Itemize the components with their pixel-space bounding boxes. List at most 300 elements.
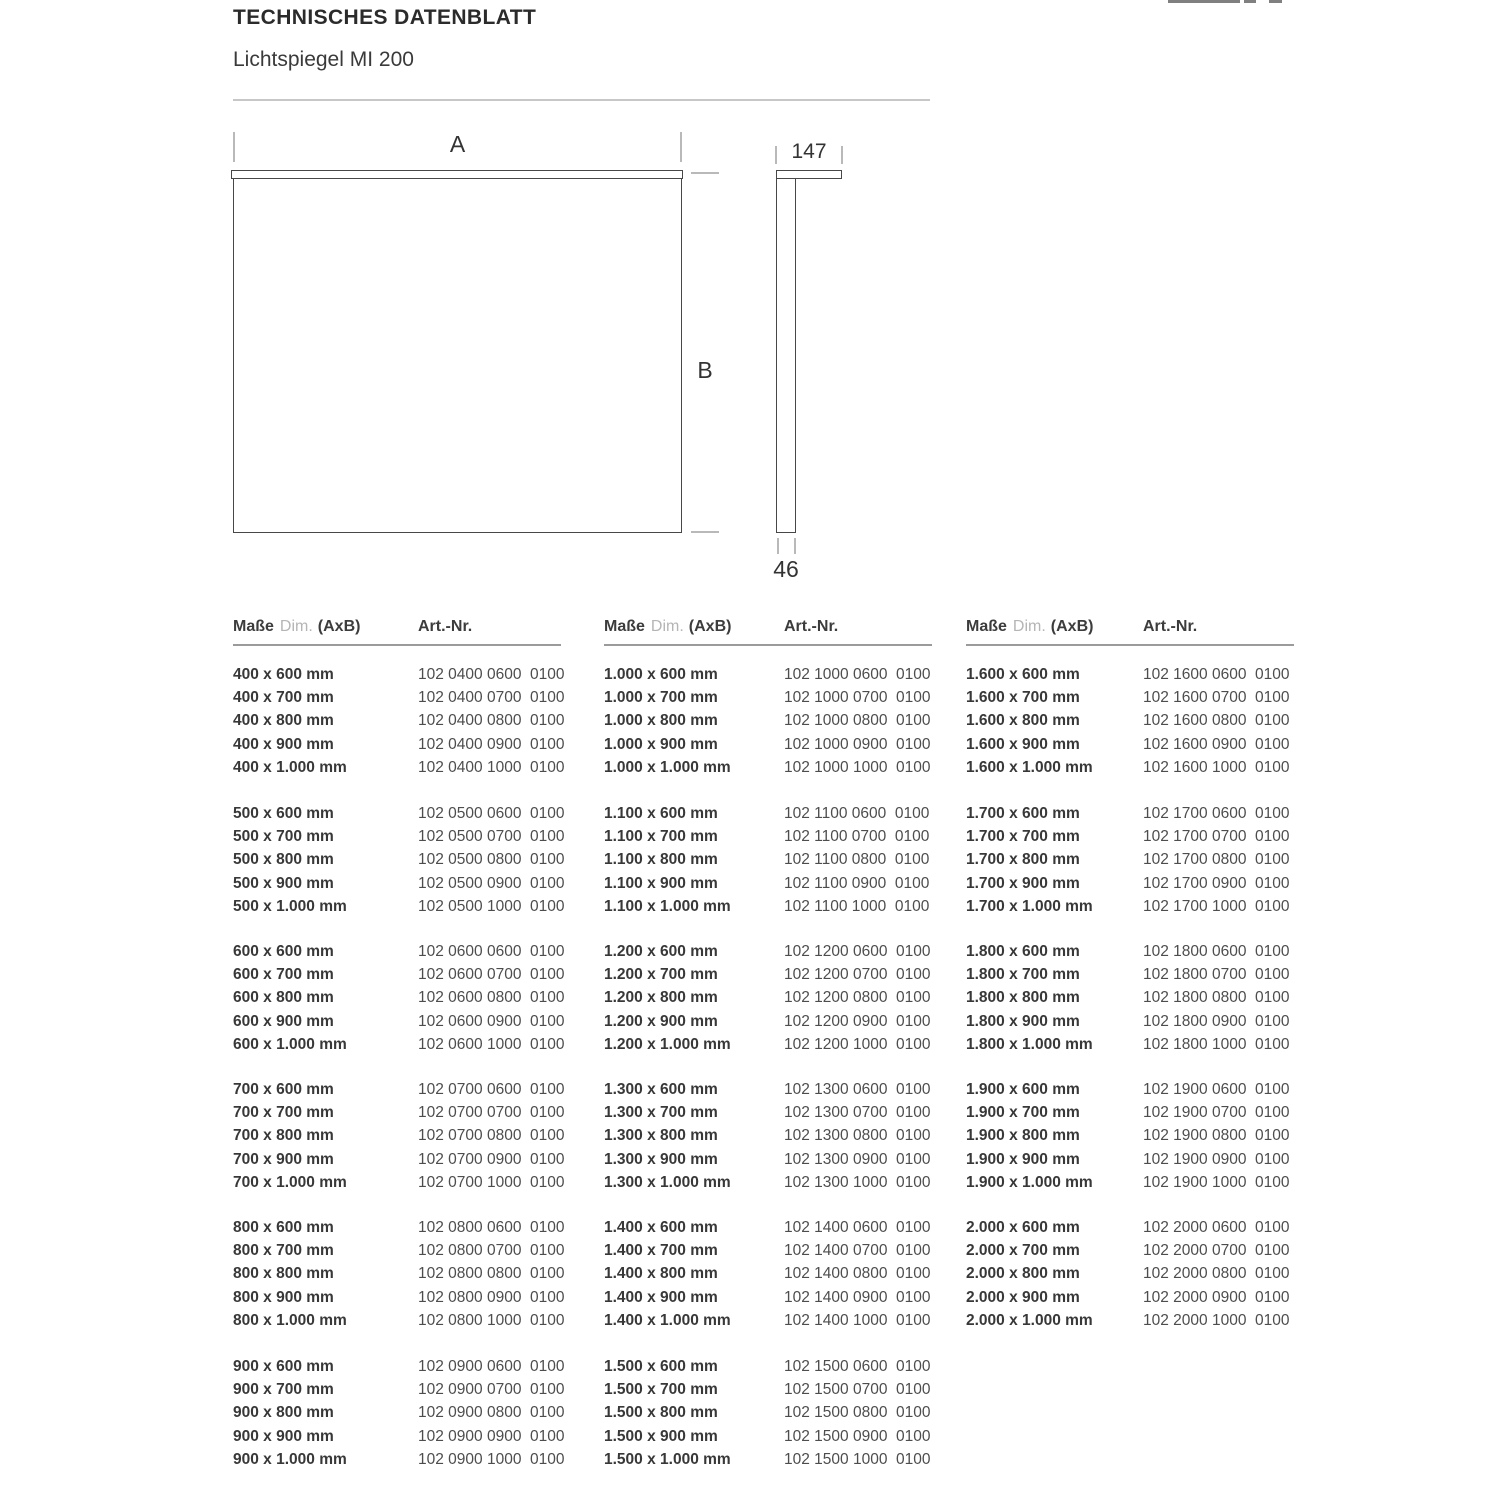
article-number: 102 1400 0700 0100 — [784, 1242, 931, 1260]
table-row — [966, 1286, 1298, 1309]
article-number: 102 0400 0700 0100 — [418, 689, 565, 707]
header-axb: (AxB) — [688, 618, 732, 635]
dim-46-tick-left — [777, 538, 779, 554]
table-row — [604, 1171, 936, 1194]
page-subtitle: Lichtspiegel MI 200 — [233, 48, 414, 71]
size-value: 600 x 700 mm — [233, 966, 334, 984]
article-number: 102 0600 0900 0100 — [418, 1012, 565, 1030]
column-header-dimensions — [604, 618, 731, 636]
size-value: 1.400 x 900 mm — [604, 1288, 718, 1306]
table-row — [966, 1033, 1298, 1056]
size-value: 800 x 1.000 mm — [233, 1311, 347, 1329]
table-row — [233, 1401, 565, 1424]
article-number: 102 1200 0900 0100 — [784, 1012, 931, 1030]
size-block-600 — [233, 940, 565, 1056]
size-value: 1.400 x 700 mm — [604, 1242, 718, 1260]
table-row — [966, 825, 1298, 848]
size-value: 900 x 900 mm — [233, 1427, 334, 1445]
table-row — [604, 1124, 936, 1147]
article-number: 102 1900 0900 0100 — [1143, 1150, 1290, 1168]
table-row — [604, 1101, 936, 1124]
size-value: 1.700 x 800 mm — [966, 851, 1080, 869]
table-row — [233, 1355, 565, 1378]
size-value: 1.100 x 1.000 mm — [604, 897, 731, 915]
article-number: 102 0400 0800 0100 — [418, 712, 565, 730]
article-number: 102 1700 0800 0100 — [1143, 851, 1290, 869]
size-block-700 — [233, 1078, 565, 1194]
table-row — [604, 1239, 936, 1262]
column-header-rule — [966, 644, 1294, 646]
article-number: 102 0900 0600 0100 — [418, 1358, 565, 1375]
size-value: 600 x 600 mm — [233, 943, 334, 960]
header-divider — [233, 99, 930, 101]
table-row — [604, 756, 936, 779]
size-block-1800 — [966, 940, 1298, 1056]
table-row — [233, 963, 565, 986]
dim-b-tick-top — [691, 172, 719, 174]
size-value: 400 x 700 mm — [233, 689, 334, 707]
table-row — [966, 895, 1298, 918]
header-axb: (AxB) — [317, 618, 361, 635]
article-number: 102 1400 1000 0100 — [784, 1311, 931, 1329]
article-number: 102 0400 0600 0100 — [418, 666, 565, 683]
article-number: 102 0700 0900 0100 — [418, 1150, 565, 1168]
article-number: 102 0900 0700 0100 — [418, 1381, 565, 1399]
article-number: 102 0700 0700 0100 — [418, 1104, 565, 1122]
column-header-dimensions — [233, 618, 360, 636]
column-header-rule — [233, 644, 561, 646]
size-value: 900 x 800 mm — [233, 1404, 334, 1422]
table-row — [233, 1148, 565, 1171]
column-header-dimensions — [966, 618, 1093, 636]
size-value: 500 x 900 mm — [233, 874, 334, 892]
mirror-top-profile — [231, 170, 683, 179]
table-row — [604, 709, 936, 732]
header-dim: Dim. — [1012, 618, 1046, 635]
header-masse: Maße — [233, 618, 274, 635]
size-value: 500 x 700 mm — [233, 828, 334, 846]
table-row — [233, 1378, 565, 1401]
table-row — [604, 986, 936, 1009]
article-number: 102 0600 0800 0100 — [418, 989, 565, 1007]
cropped-logo-mark — [1269, 0, 1282, 3]
table-row — [966, 686, 1298, 709]
table-row — [604, 1078, 936, 1101]
cropped-logo-mark — [1244, 0, 1256, 3]
article-number: 102 1300 0700 0100 — [784, 1104, 931, 1122]
article-number: 102 1500 0800 0100 — [784, 1404, 931, 1422]
table-row — [233, 825, 565, 848]
article-number: 102 0900 0800 0100 — [418, 1404, 565, 1422]
size-value: 1.300 x 900 mm — [604, 1150, 718, 1168]
article-number: 102 1200 0800 0100 — [784, 989, 931, 1007]
size-value: 1.200 x 700 mm — [604, 966, 718, 984]
table-row — [233, 1448, 565, 1471]
table-row — [966, 1101, 1298, 1124]
table-row — [966, 1171, 1298, 1194]
article-number: 102 0700 1000 0100 — [418, 1173, 565, 1191]
table-row — [966, 1078, 1298, 1101]
page-title: TECHNISCHES DATENBLATT — [233, 6, 537, 29]
size-value: 900 x 600 mm — [233, 1358, 334, 1375]
size-block-900 — [233, 1355, 565, 1471]
article-number: 102 0800 0600 0100 — [418, 1219, 565, 1236]
table-row — [966, 709, 1298, 732]
article-number: 102 2000 0700 0100 — [1143, 1242, 1290, 1260]
table-row — [233, 1309, 565, 1332]
table-row — [604, 848, 936, 871]
size-value: 800 x 900 mm — [233, 1288, 334, 1306]
table-row — [233, 848, 565, 871]
article-number: 102 1800 0900 0100 — [1143, 1012, 1290, 1030]
table-row — [604, 963, 936, 986]
table-row — [604, 1309, 936, 1332]
size-value: 1.000 x 1.000 mm — [604, 758, 731, 776]
size-value: 400 x 900 mm — [233, 735, 334, 753]
size-block-2000 — [966, 1216, 1298, 1332]
size-value: 500 x 600 mm — [233, 805, 334, 822]
size-value: 1.100 x 900 mm — [604, 874, 718, 892]
size-value: 1.500 x 1.000 mm — [604, 1450, 731, 1468]
size-value: 800 x 800 mm — [233, 1265, 334, 1283]
table-row — [966, 1239, 1298, 1262]
article-number: 102 1000 1000 0100 — [784, 758, 931, 776]
table-row — [966, 1309, 1298, 1332]
table-row — [604, 1355, 936, 1378]
article-number: 102 1700 0900 0100 — [1143, 874, 1290, 892]
size-value: 1.900 x 700 mm — [966, 1104, 1080, 1122]
table-row — [604, 1286, 936, 1309]
article-number: 102 0600 1000 0100 — [418, 1035, 565, 1053]
size-value: 1.000 x 800 mm — [604, 712, 718, 730]
size-value: 2.000 x 600 mm — [966, 1219, 1080, 1236]
size-value: 1.900 x 1.000 mm — [966, 1173, 1093, 1191]
table-row — [966, 802, 1298, 825]
table-row — [966, 872, 1298, 895]
article-number: 102 1700 1000 0100 — [1143, 897, 1290, 915]
article-number: 102 0800 0700 0100 — [418, 1242, 565, 1260]
article-number: 102 1100 0700 0100 — [784, 828, 930, 846]
article-number: 102 1400 0600 0100 — [784, 1219, 931, 1236]
table-row — [233, 986, 565, 1009]
article-number: 102 1100 0900 0100 — [784, 874, 930, 892]
column-header-rule — [604, 644, 932, 646]
article-number: 102 1300 0900 0100 — [784, 1150, 931, 1168]
size-value: 1.700 x 600 mm — [966, 805, 1080, 822]
article-number: 102 1300 0800 0100 — [784, 1127, 931, 1145]
article-number: 102 1200 0600 0100 — [784, 943, 931, 960]
table-row — [966, 1216, 1298, 1239]
table-row — [604, 1448, 936, 1471]
column-header-artnr: Art.-Nr. — [418, 618, 473, 635]
article-number: 102 1400 0900 0100 — [784, 1288, 931, 1306]
size-value: 1.700 x 700 mm — [966, 828, 1080, 846]
table-row — [604, 663, 936, 686]
size-value: 1.100 x 700 mm — [604, 828, 718, 846]
column-header-artnr: Art.-Nr. — [784, 618, 839, 635]
size-block-1400 — [604, 1216, 936, 1332]
table-row — [233, 895, 565, 918]
size-block-1100 — [604, 802, 936, 918]
column-header-artnr: Art.-Nr. — [1143, 618, 1198, 635]
size-value: 1.600 x 600 mm — [966, 666, 1080, 683]
size-block-400 — [233, 663, 565, 779]
size-value: 1.900 x 800 mm — [966, 1127, 1080, 1145]
dim-label-147: 147 — [791, 140, 827, 163]
table-row — [966, 963, 1298, 986]
size-value: 1.200 x 800 mm — [604, 989, 718, 1007]
size-value: 700 x 900 mm — [233, 1150, 334, 1168]
header-dim: Dim. — [279, 618, 313, 635]
table-row — [233, 686, 565, 709]
table-row — [604, 825, 936, 848]
size-value: 500 x 800 mm — [233, 851, 334, 869]
size-value: 400 x 600 mm — [233, 666, 334, 683]
header-axb: (AxB) — [1050, 618, 1094, 635]
table-row — [966, 733, 1298, 756]
mirror-side-view — [776, 170, 796, 533]
size-value: 700 x 1.000 mm — [233, 1173, 347, 1191]
article-number: 102 1600 0800 0100 — [1143, 712, 1290, 730]
article-number: 102 0500 0900 0100 — [418, 874, 565, 892]
size-value: 700 x 600 mm — [233, 1081, 334, 1098]
table-row — [966, 986, 1298, 1009]
size-value: 2.000 x 1.000 mm — [966, 1311, 1093, 1329]
header-masse: Maße — [604, 618, 645, 635]
size-value: 1.500 x 800 mm — [604, 1404, 718, 1422]
size-value: 1.500 x 700 mm — [604, 1381, 718, 1399]
mirror-front-view — [233, 171, 682, 533]
table-row — [966, 663, 1298, 686]
table-row — [604, 940, 936, 963]
article-number: 102 1300 1000 0100 — [784, 1173, 931, 1191]
article-number: 102 0800 1000 0100 — [418, 1311, 565, 1329]
table-row — [604, 1425, 936, 1448]
size-value: 1.700 x 900 mm — [966, 874, 1080, 892]
article-number: 102 1200 1000 0100 — [784, 1035, 931, 1053]
size-value: 1.300 x 800 mm — [604, 1127, 718, 1145]
dim-b-tick-bottom — [691, 531, 719, 533]
size-value: 1.300 x 600 mm — [604, 1081, 718, 1098]
table-row — [233, 1171, 565, 1194]
size-value: 1.900 x 600 mm — [966, 1081, 1080, 1098]
article-number: 102 2000 1000 0100 — [1143, 1311, 1290, 1329]
article-number: 102 1100 0800 0100 — [784, 851, 930, 869]
table-row — [604, 895, 936, 918]
article-number: 102 2000 0600 0100 — [1143, 1219, 1290, 1236]
size-value: 1.600 x 700 mm — [966, 689, 1080, 707]
size-value: 600 x 1.000 mm — [233, 1035, 347, 1053]
article-number: 102 1800 0700 0100 — [1143, 966, 1290, 984]
size-block-1900 — [966, 1078, 1298, 1194]
table-row — [966, 1124, 1298, 1147]
size-value: 1.100 x 600 mm — [604, 805, 718, 822]
size-value: 800 x 600 mm — [233, 1219, 334, 1236]
table-row — [233, 1239, 565, 1262]
table-row — [604, 1378, 936, 1401]
article-number: 102 1100 1000 0100 — [784, 897, 930, 915]
table-row — [604, 686, 936, 709]
size-value: 900 x 700 mm — [233, 1381, 334, 1399]
article-number: 102 1000 0700 0100 — [784, 689, 931, 707]
article-number: 102 1500 0600 0100 — [784, 1358, 931, 1375]
article-number: 102 0700 0800 0100 — [418, 1127, 565, 1145]
table-row — [604, 872, 936, 895]
size-value: 1.400 x 600 mm — [604, 1219, 718, 1236]
table-row — [233, 1010, 565, 1033]
table-row — [604, 1033, 936, 1056]
article-number: 102 1200 0700 0100 — [784, 966, 931, 984]
table-row — [233, 802, 565, 825]
table-row — [233, 872, 565, 895]
size-value: 1.500 x 900 mm — [604, 1427, 718, 1445]
table-row — [233, 1216, 565, 1239]
article-number: 102 1900 1000 0100 — [1143, 1173, 1290, 1191]
table-row — [233, 1033, 565, 1056]
table-row — [604, 1262, 936, 1285]
article-number: 102 0400 0900 0100 — [418, 735, 565, 753]
size-block-1000 — [604, 663, 936, 779]
header-masse: Maße — [966, 618, 1007, 635]
table-row — [233, 663, 565, 686]
article-number: 102 0600 0700 0100 — [418, 966, 565, 984]
size-block-1200 — [604, 940, 936, 1056]
table-row — [233, 1425, 565, 1448]
table-row — [604, 802, 936, 825]
article-number: 102 1700 0600 0100 — [1143, 805, 1290, 822]
size-value: 1.100 x 800 mm — [604, 851, 718, 869]
table-row — [233, 1286, 565, 1309]
dim-label-46: 46 — [773, 556, 799, 582]
article-number: 102 0900 1000 0100 — [418, 1450, 565, 1468]
table-row — [233, 756, 565, 779]
article-number: 102 0800 0900 0100 — [418, 1288, 565, 1306]
size-value: 1.400 x 1.000 mm — [604, 1311, 731, 1329]
size-value: 1.000 x 900 mm — [604, 735, 718, 753]
size-block-1300 — [604, 1078, 936, 1194]
table-row — [966, 756, 1298, 779]
size-block-1500 — [604, 1355, 936, 1471]
size-value: 800 x 700 mm — [233, 1242, 334, 1260]
article-number: 102 1000 0800 0100 — [784, 712, 931, 730]
article-number: 102 1800 1000 0100 — [1143, 1035, 1290, 1053]
article-number: 102 2000 0900 0100 — [1143, 1288, 1290, 1306]
size-value: 1.400 x 800 mm — [604, 1265, 718, 1283]
article-number: 102 0500 0600 0100 — [418, 805, 565, 822]
article-number: 102 0600 0600 0100 — [418, 943, 565, 960]
article-number: 102 1100 0600 0100 — [784, 805, 930, 822]
article-number: 102 0500 0700 0100 — [418, 828, 565, 846]
article-number: 102 0400 1000 0100 — [418, 758, 565, 776]
size-value: 1.800 x 800 mm — [966, 989, 1080, 1007]
header-dim: Dim. — [650, 618, 684, 635]
size-value: 1.600 x 1.000 mm — [966, 758, 1093, 776]
article-number: 102 1900 0600 0100 — [1143, 1081, 1290, 1098]
size-block-500 — [233, 802, 565, 918]
size-value: 600 x 900 mm — [233, 1012, 334, 1030]
size-value: 2.000 x 800 mm — [966, 1265, 1080, 1283]
size-value: 1.800 x 900 mm — [966, 1012, 1080, 1030]
table-row — [233, 709, 565, 732]
table-row — [604, 1148, 936, 1171]
table-row — [966, 940, 1298, 963]
article-number: 102 1000 0900 0100 — [784, 735, 931, 753]
article-number: 102 1900 0700 0100 — [1143, 1104, 1290, 1122]
size-value: 1.600 x 800 mm — [966, 712, 1080, 730]
article-number: 102 1800 0600 0100 — [1143, 943, 1290, 960]
article-number: 102 0500 1000 0100 — [418, 897, 565, 915]
article-number: 102 0500 0800 0100 — [418, 851, 565, 869]
table-row — [233, 1101, 565, 1124]
size-value: 1.200 x 1.000 mm — [604, 1035, 731, 1053]
table-row — [233, 1124, 565, 1147]
article-number: 102 1600 0900 0100 — [1143, 735, 1290, 753]
size-value: 1.300 x 1.000 mm — [604, 1173, 731, 1191]
size-value: 2.000 x 700 mm — [966, 1242, 1080, 1260]
dim-label-b: B — [697, 357, 713, 383]
table-row — [604, 1216, 936, 1239]
article-number: 102 0900 0900 0100 — [418, 1427, 565, 1445]
size-block-1700 — [966, 802, 1298, 918]
size-value: 1.000 x 700 mm — [604, 689, 718, 707]
cropped-logo-mark — [1168, 0, 1240, 3]
article-number: 102 1600 1000 0100 — [1143, 758, 1290, 776]
size-value: 900 x 1.000 mm — [233, 1450, 347, 1468]
size-value: 700 x 800 mm — [233, 1127, 334, 1145]
table-row — [966, 1148, 1298, 1171]
table-row — [233, 1078, 565, 1101]
size-value: 600 x 800 mm — [233, 989, 334, 1007]
article-number: 102 1600 0600 0100 — [1143, 666, 1290, 683]
table-row — [966, 1262, 1298, 1285]
size-value: 1.600 x 900 mm — [966, 735, 1080, 753]
size-value: 1.200 x 900 mm — [604, 1012, 718, 1030]
size-value: 1.200 x 600 mm — [604, 943, 718, 960]
table-row — [604, 733, 936, 756]
size-value: 1.000 x 600 mm — [604, 666, 718, 683]
table-row — [233, 733, 565, 756]
table-row — [233, 940, 565, 963]
size-value: 700 x 700 mm — [233, 1104, 334, 1122]
article-number: 102 1500 1000 0100 — [784, 1450, 931, 1468]
article-number: 102 1000 0600 0100 — [784, 666, 931, 683]
size-block-1600 — [966, 663, 1298, 779]
article-number: 102 1400 0800 0100 — [784, 1265, 931, 1283]
table-row — [966, 1010, 1298, 1033]
article-number: 102 1900 0800 0100 — [1143, 1127, 1290, 1145]
article-number: 102 1500 0700 0100 — [784, 1381, 931, 1399]
mirror-side-flange — [776, 170, 842, 179]
article-number: 102 1500 0900 0100 — [784, 1427, 931, 1445]
size-value: 1.500 x 600 mm — [604, 1358, 718, 1375]
size-value: 1.300 x 700 mm — [604, 1104, 718, 1122]
article-number: 102 1300 0600 0100 — [784, 1081, 931, 1098]
size-value: 1.800 x 700 mm — [966, 966, 1080, 984]
article-number: 102 1600 0700 0100 — [1143, 689, 1290, 707]
size-value: 2.000 x 900 mm — [966, 1288, 1080, 1306]
size-value: 400 x 1.000 mm — [233, 758, 347, 776]
size-value: 1.800 x 600 mm — [966, 943, 1080, 960]
size-value: 500 x 1.000 mm — [233, 897, 347, 915]
table-row — [966, 848, 1298, 871]
size-value: 1.800 x 1.000 mm — [966, 1035, 1093, 1053]
size-value: 1.700 x 1.000 mm — [966, 897, 1093, 915]
table-row — [233, 1262, 565, 1285]
size-value: 400 x 800 mm — [233, 712, 334, 730]
dim-46-tick-right — [794, 538, 796, 554]
article-number: 102 0700 0600 0100 — [418, 1081, 565, 1098]
dim-label-a: A — [449, 131, 466, 157]
